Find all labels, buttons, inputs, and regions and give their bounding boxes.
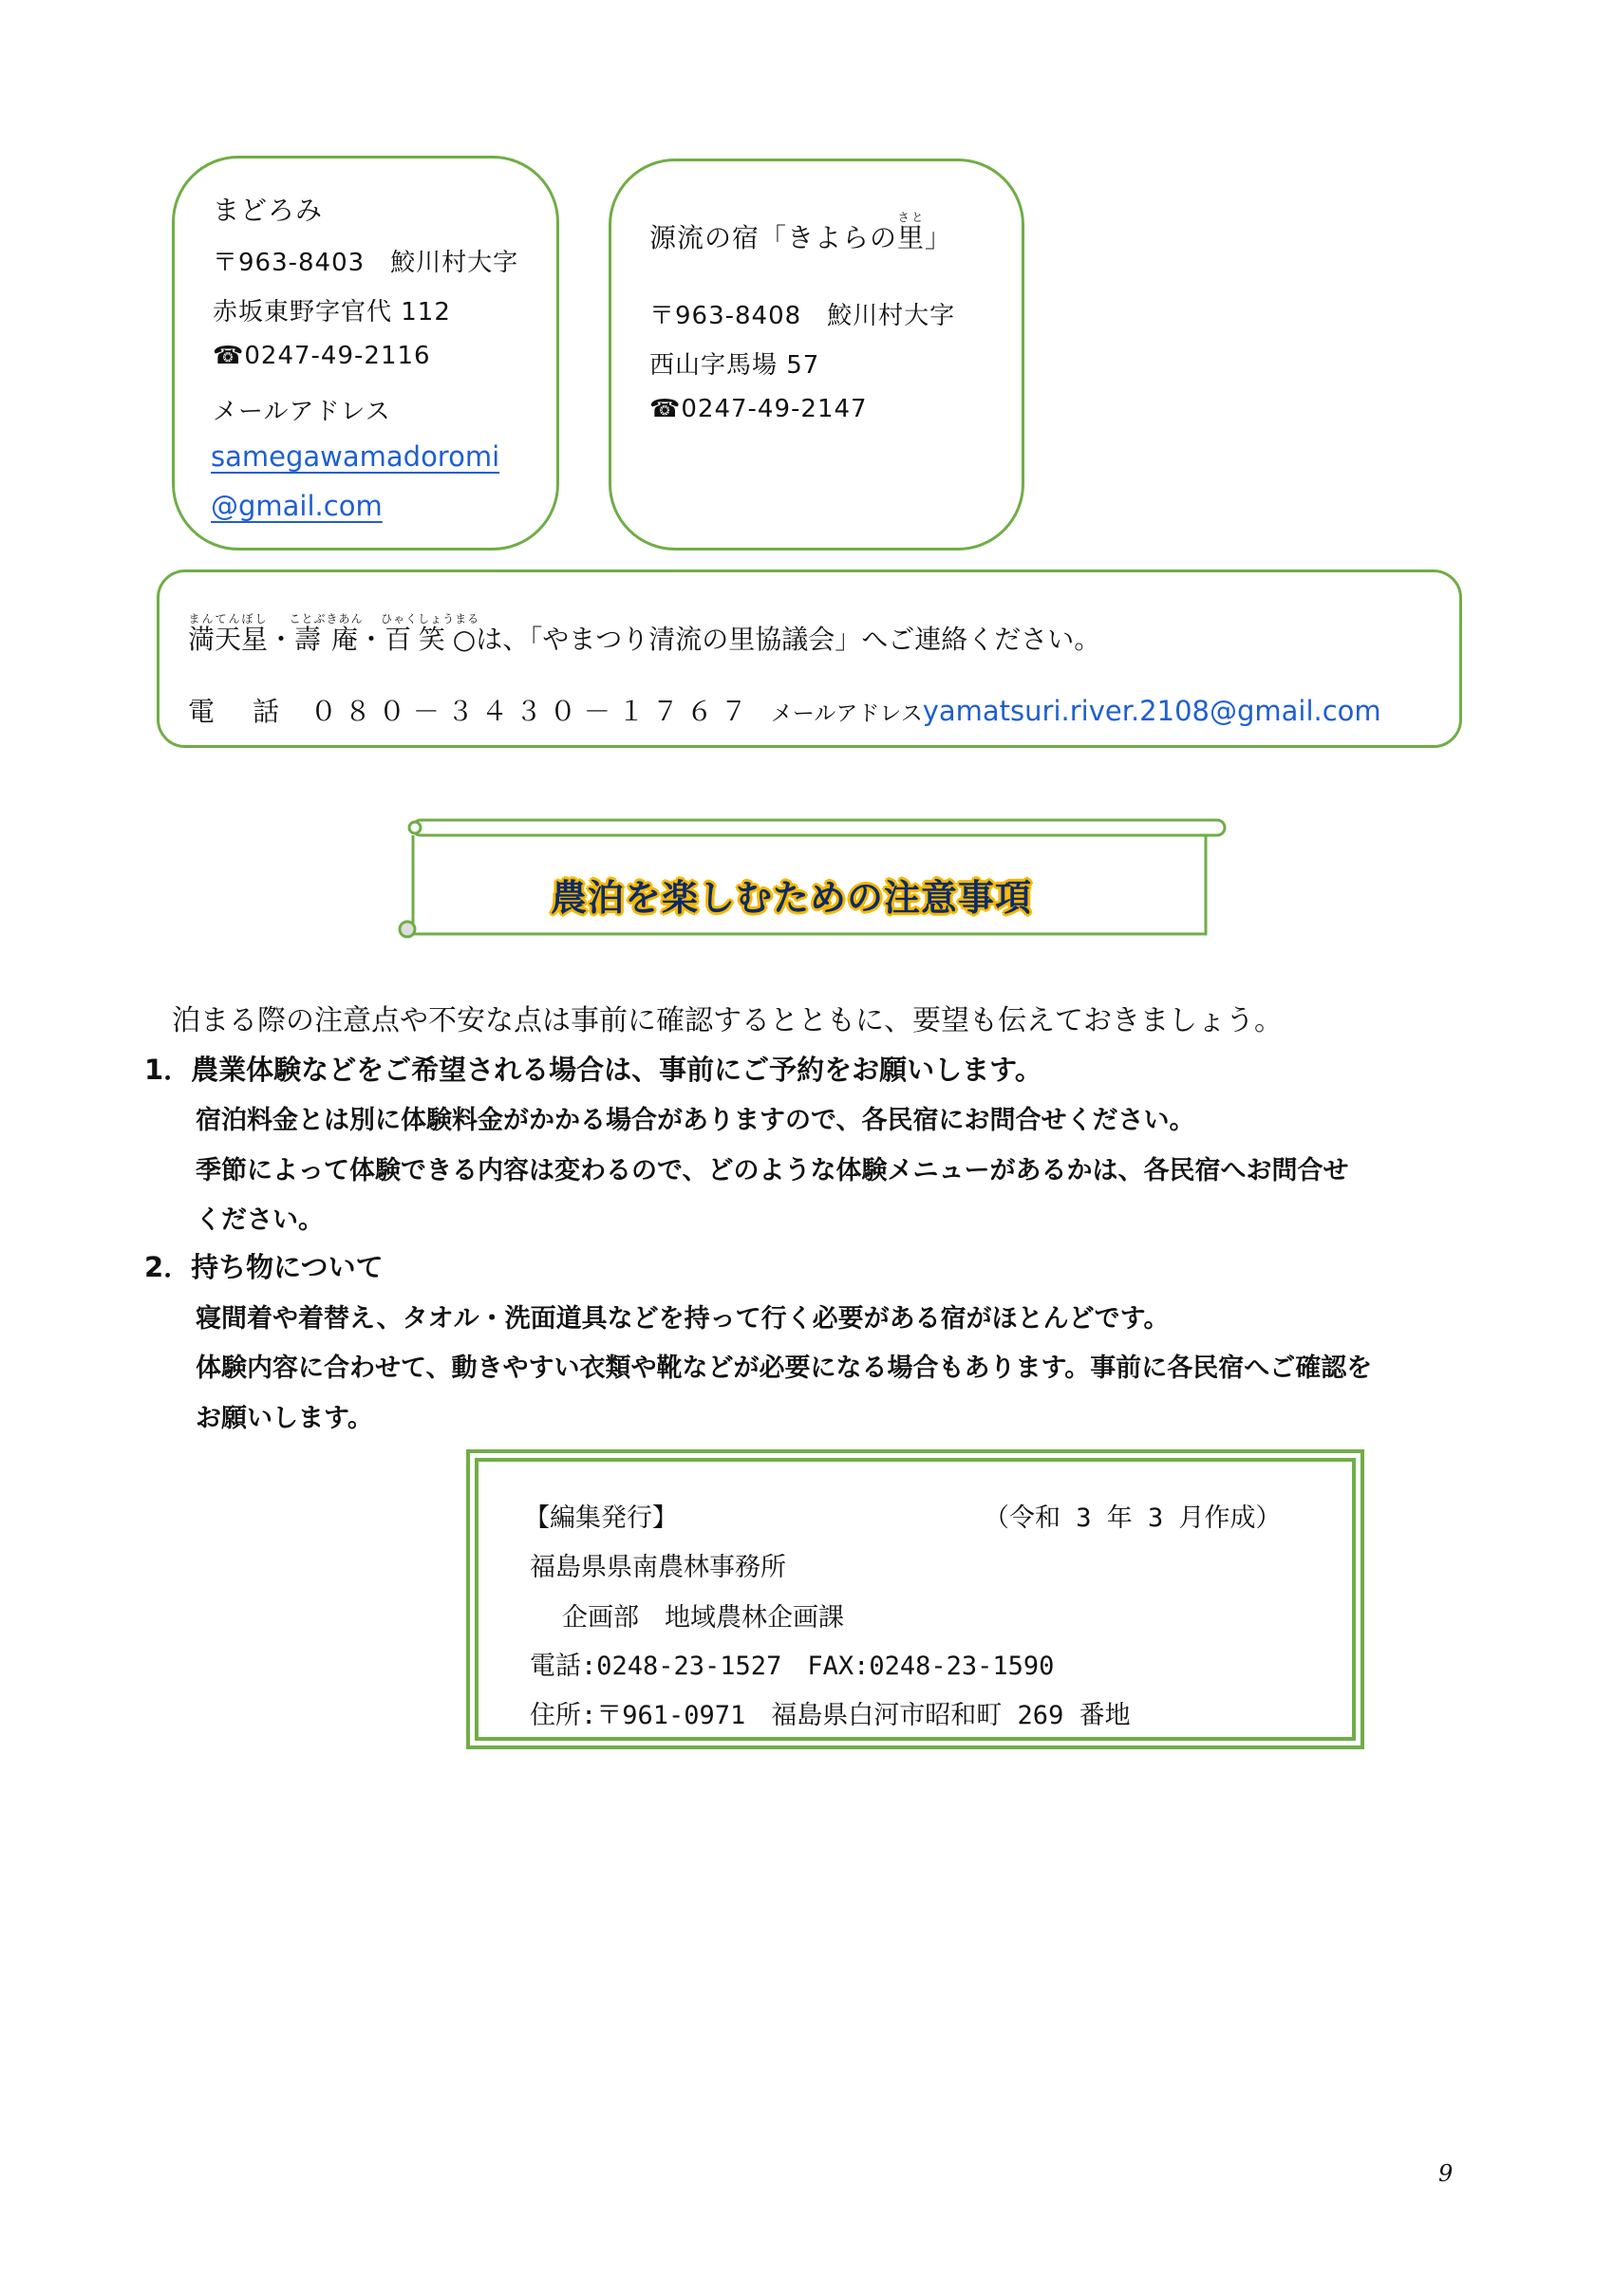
inn-name [649,211,952,255]
note-line: 寝間着や着替え、タオル・洗面道具などを持って行く必要がある宿がほとんどです。 [196,1304,1170,1334]
inn-name-kanji: 里 [897,222,926,253]
inn-address: 赤坂東野字官代 112 [213,298,451,327]
inn-email-link-line1[interactable]: samegawamadoromi [211,440,500,473]
separator: ・ [358,624,385,655]
contact-line [188,691,1381,729]
publisher-org: 福島県県南農林事務所 [530,1553,786,1582]
inn-name-prefix: 源流の宿「きよらの [649,222,898,253]
ruby-reading: ことぶきあん [289,612,364,625]
inn-postal: 〒963-8408 鮫川村大字 [649,302,956,330]
note-line: 宿泊料金とは別に体験料金がかかる場合がありますので、各民宿にお問合せください。 [196,1106,1195,1135]
note-heading-2: 2．持ち物について [144,1251,384,1283]
ruby-reading: まんてんぼし [188,612,269,625]
email-label: メールアドレス [770,701,923,726]
contact-instruction: は、「やまつり清流の里協議会」へご連絡ください。 [476,624,1101,655]
inn-postal: 〒963-8403 鮫川村大字 [213,249,519,277]
contact-message [188,612,1100,657]
note-line: 季節によって体験できる内容は変わるので、どのような体験メニューがあるかは、各民宿へお問合せ [196,1156,1349,1185]
inn-name: まどろみ [213,195,324,226]
publisher-label: 【編集発行】 [524,1503,678,1533]
phone-label: 電 話 [188,696,286,727]
ruby-reading: ひゃくしょうまる [381,612,480,625]
note-line: ください。 [196,1205,324,1235]
phone-number: ０８０－３４３０－１７６７ [310,696,755,727]
notes-intro: 泊まる際の注意点や不安な点は事前に確認するとともに、要望も伝えておきましょう。 [172,1004,1283,1037]
inn-address: 西山字馬場 57 [649,351,820,380]
inn-name-ruby [188,612,269,655]
page-number: 9 [1438,2160,1454,2187]
inn-name: 壽庵 [289,624,364,655]
inn-email-link-line2[interactable]: @gmail.com [211,490,383,522]
inn-phone: ☎0247-49-2147 [649,395,868,423]
note-heading-1: 1．農業体験などをご希望される場合は、事前にご予約をお願いします。 [144,1054,1042,1086]
inn-phone: ☎0247-49-2116 [213,342,431,370]
inn-name: 百笑○ [381,624,480,655]
note-line: お願いします。 [196,1404,373,1433]
inn-name: 満天星 [188,624,269,655]
publication-date: （令和 3 年 3 月作成） [984,1503,1282,1533]
inn-name-ruby [381,612,480,655]
banner-title: 農泊を楽しむための注意事項 [551,877,1033,919]
separator: ・ [268,624,295,655]
publisher-address: 住所:〒961-0971 福島県白河市昭和町 269 番地 [530,1701,1131,1730]
ruby-reading: さと [897,211,926,224]
inn-name-suffix: 」 [925,222,953,253]
publisher-phone: 電話:0248-23-1527 FAX:0248-23-1590 [530,1652,1055,1681]
publisher-dept: 企画部 地域農林企画課 [562,1603,844,1633]
note-line: 体験内容に合わせて、動きやすい衣類や靴などが必要になる場合もあります。事前に各民宿へご確認を [196,1353,1373,1383]
email-link[interactable]: yamatsuri.river.2108@gmail.com [922,695,1381,727]
inn-email-label: メールアドレス [213,398,391,426]
inn-name-ruby [289,612,364,655]
inn-name-ruby [897,211,926,253]
